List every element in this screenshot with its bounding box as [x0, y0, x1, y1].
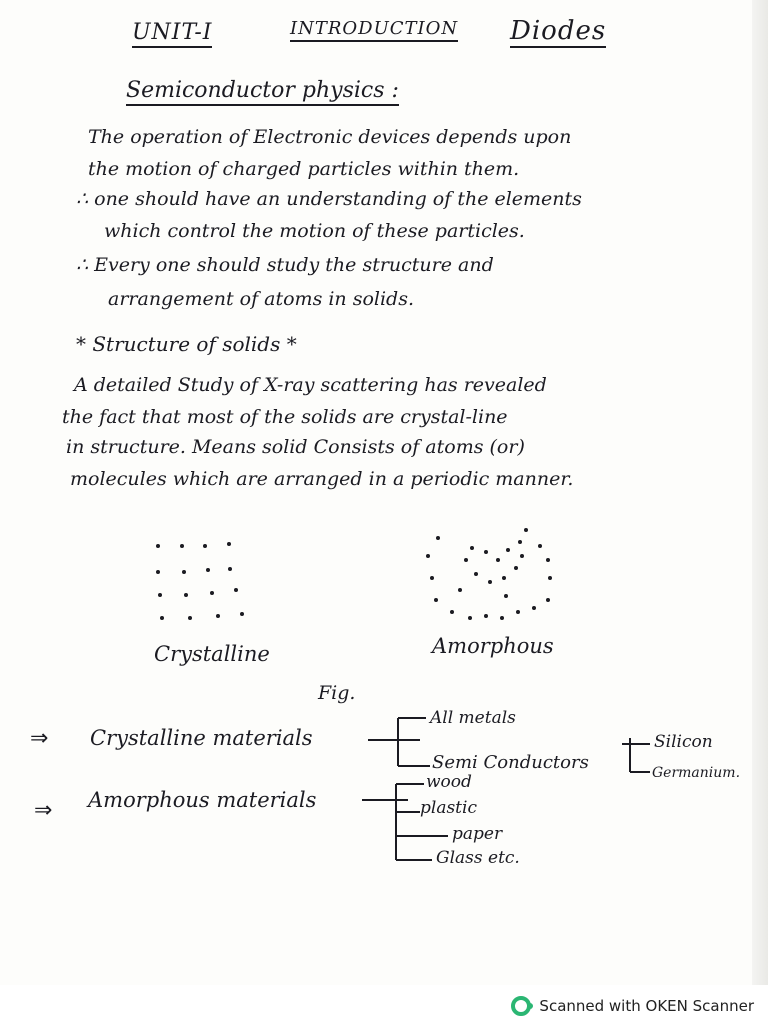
crystalline-lattice: [156, 542, 244, 620]
implies-arrow-icon: ⇒: [30, 726, 49, 751]
branch-all-metals: All metals: [430, 708, 516, 728]
semiconductor-germanium: Germanium.: [652, 765, 741, 781]
branch-wood: wood: [426, 772, 472, 792]
crystalline-label: Crystalline: [154, 642, 270, 666]
para2-line-4: molecules which are arranged in a periodic manner.: [70, 468, 574, 490]
branch-paper: paper: [452, 824, 503, 844]
crystalline-materials-heading: Crystalline materials: [90, 726, 313, 750]
branch-semiconductors: Semi Conductors: [432, 752, 589, 773]
scanner-text: Scanned with OKEN Scanner: [539, 997, 754, 1015]
para1-line-3: ∴ one should have an understanding of the elements: [76, 188, 582, 210]
para2-line-1: A detailed Study of X-ray scattering has revealed: [74, 374, 547, 396]
introduction-heading: INTRODUCTION: [290, 20, 458, 42]
semiconductor-silicon: Silicon: [654, 732, 713, 752]
implies-arrow-icon: ⇒: [34, 798, 53, 823]
para1-line-1: The operation of Electronic devices depends upon: [88, 126, 572, 148]
para2-line-3: in structure. Means solid Consists of atoms (or): [66, 436, 525, 458]
section-title: Semiconductor physics :: [126, 80, 399, 106]
topic-heading: Diodes: [510, 16, 607, 46]
amorphous-materials-heading: Amorphous materials: [88, 788, 317, 812]
branch-glass: Glass etc.: [436, 848, 520, 868]
scanner-watermark: [511, 996, 754, 1016]
para1-line-2: the motion of charged particles within them.: [88, 158, 520, 180]
branch-plastic: plastic: [420, 798, 477, 818]
unit-heading: UNIT-I: [132, 22, 212, 48]
para1-line-5: ∴ Every one should study the structure and: [76, 254, 494, 276]
para2-line-2: the fact that most of the solids are crystal-line: [62, 406, 508, 428]
amorphous-scatter: [426, 528, 552, 620]
para1-line-4: which control the motion of these particles.: [104, 220, 525, 242]
subsection-title: * Structure of solids *: [76, 332, 297, 356]
para1-line-6: arrangement of atoms in solids.: [108, 288, 415, 310]
oken-logo-icon: [511, 996, 531, 1016]
amorphous-label: Amorphous: [432, 634, 554, 658]
figure-caption: Fig.: [318, 682, 356, 704]
